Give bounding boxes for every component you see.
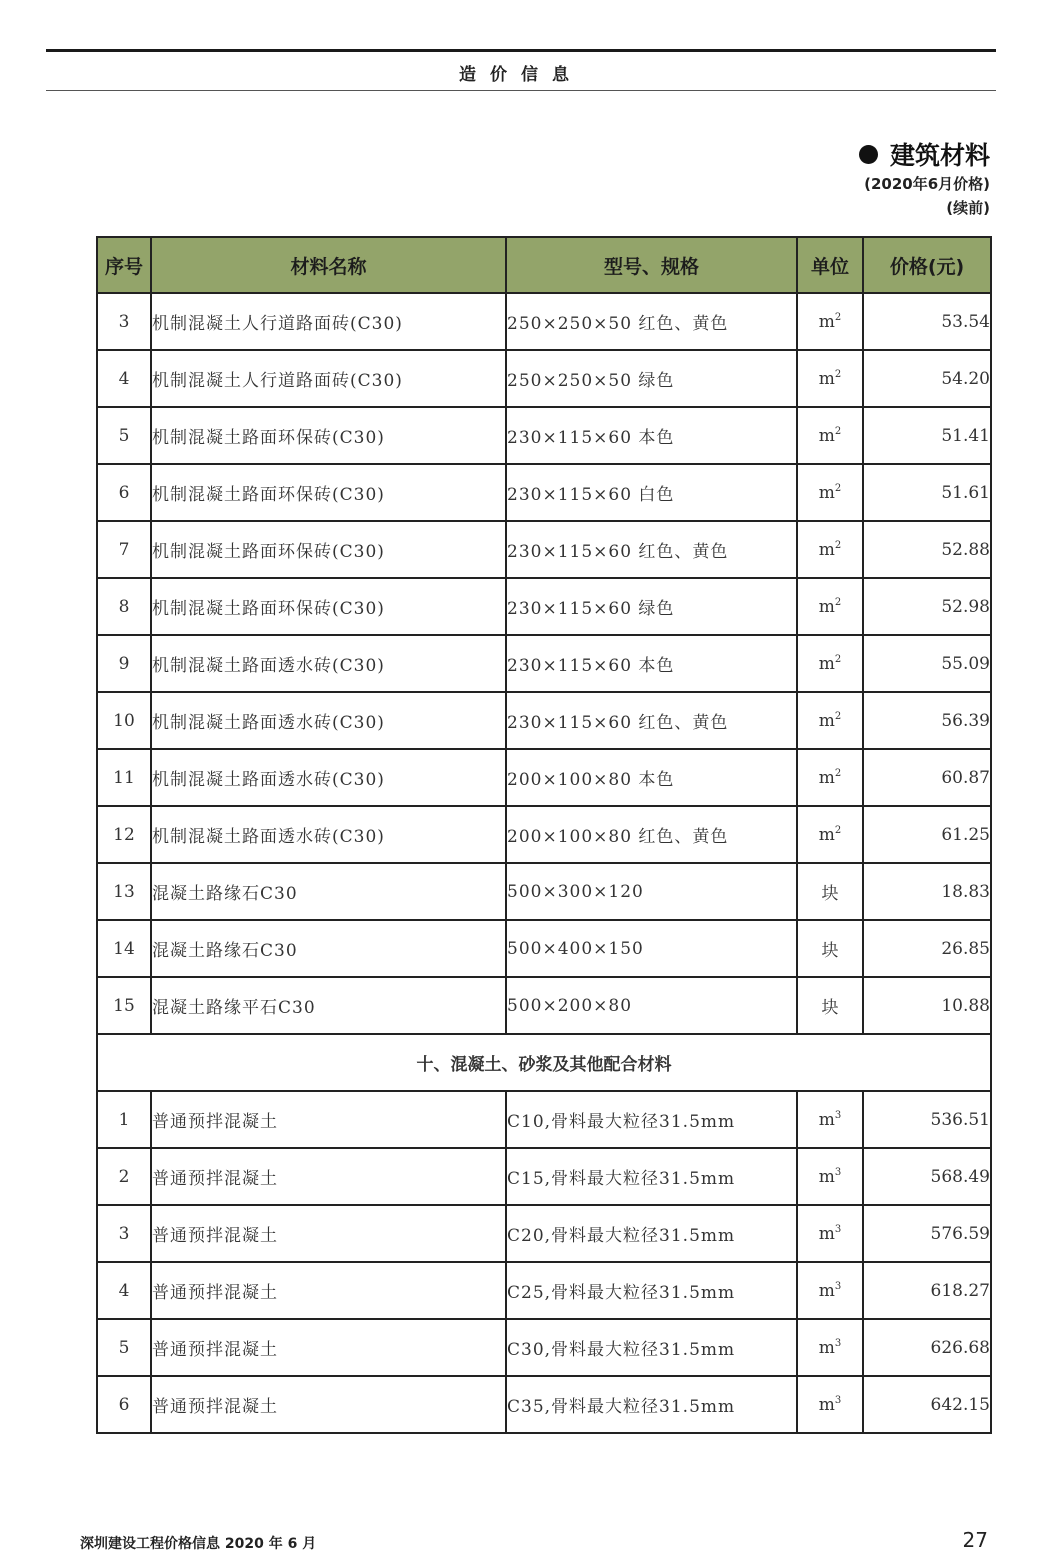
cell-unit	[797, 521, 863, 578]
unit-exponent: 2	[834, 425, 842, 437]
table-body	[97, 293, 991, 1433]
unit-text: m	[818, 1280, 835, 1301]
cell-price: 568.49	[863, 1148, 991, 1205]
running-header: 造价信息	[459, 65, 583, 85]
unit-text: m	[818, 767, 835, 788]
cell-material-name: 普通预拌混凝土	[151, 1319, 506, 1376]
cell-material-name: 机制混凝土路面透水砖(C30)	[151, 806, 506, 863]
cell-unit	[797, 1205, 863, 1262]
unit-exponent: 2	[834, 824, 842, 836]
cell-seq: 14	[97, 920, 151, 977]
unit-text: 块	[821, 884, 839, 904]
cell-seq: 13	[97, 863, 151, 920]
table-row	[97, 521, 991, 578]
cell-material-name: 混凝土路缘石C30	[151, 920, 506, 977]
table-row	[97, 464, 991, 521]
cell-unit	[797, 350, 863, 407]
section-title-text: 建筑材料	[889, 141, 990, 170]
cell-price: 642.15	[863, 1376, 991, 1433]
cell-spec: C20,骨料最大粒径31.5mm	[506, 1205, 797, 1262]
cell-unit	[797, 749, 863, 806]
table-row	[97, 350, 991, 407]
cell-seq: 15	[97, 977, 151, 1034]
cell-price: 576.59	[863, 1205, 991, 1262]
cell-material-name: 普通预拌混凝土	[151, 1091, 506, 1148]
cell-spec: 500×400×150	[506, 920, 797, 977]
cell-price: 60.87	[863, 749, 991, 806]
cell-seq: 12	[97, 806, 151, 863]
cell-unit	[797, 635, 863, 692]
cell-material-name: 混凝土路缘平石C30	[151, 977, 506, 1034]
header-unit: 单位	[797, 237, 863, 293]
cell-unit	[797, 1376, 863, 1433]
cell-price: 61.25	[863, 806, 991, 863]
table-row	[97, 977, 991, 1034]
cell-unit	[797, 692, 863, 749]
cell-seq: 4	[97, 350, 151, 407]
cell-seq: 6	[97, 464, 151, 521]
cell-price: 51.41	[863, 407, 991, 464]
cell-price: 56.39	[863, 692, 991, 749]
unit-text: m	[818, 1394, 835, 1415]
cell-seq: 7	[97, 521, 151, 578]
unit-text: m	[818, 824, 835, 845]
table-row	[97, 1148, 991, 1205]
cell-material-name: 机制混凝土路面环保砖(C30)	[151, 407, 506, 464]
section-heading: 十、混凝土、砂浆及其他配合材料	[97, 1034, 991, 1091]
table-header-row	[97, 237, 991, 293]
cell-material-name: 机制混凝土路面透水砖(C30)	[151, 749, 506, 806]
cell-material-name: 普通预拌混凝土	[151, 1262, 506, 1319]
unit-text: m	[818, 596, 835, 617]
cell-material-name: 机制混凝土路面环保砖(C30)	[151, 464, 506, 521]
cell-spec: 230×115×60 红色、黄色	[506, 521, 797, 578]
cell-material-name: 机制混凝土人行道路面砖(C30)	[151, 350, 506, 407]
cell-seq: 11	[97, 749, 151, 806]
cell-spec: 230×115×60 绿色	[506, 578, 797, 635]
cell-material-name: 机制混凝土路面环保砖(C30)	[151, 578, 506, 635]
cell-spec: 200×100×80 本色	[506, 749, 797, 806]
table-row	[97, 863, 991, 920]
unit-exponent: 2	[834, 653, 842, 665]
table-row	[97, 920, 991, 977]
cell-unit	[797, 1091, 863, 1148]
unit-exponent: 2	[834, 539, 842, 551]
section-heading-row	[97, 1034, 991, 1091]
cell-price: 26.85	[863, 920, 991, 977]
unit-exponent: 3	[834, 1109, 842, 1121]
cell-spec: 200×100×80 红色、黄色	[506, 806, 797, 863]
unit-text: m	[818, 1166, 835, 1187]
table-row	[97, 806, 991, 863]
cell-spec: 250×250×50 红色、黄色	[506, 293, 797, 350]
cell-material-name: 机制混凝土路面环保砖(C30)	[151, 521, 506, 578]
price-table	[96, 236, 992, 1434]
cell-price: 18.83	[863, 863, 991, 920]
cell-unit	[797, 1262, 863, 1319]
cell-spec: 500×300×120	[506, 863, 797, 920]
table-row	[97, 1205, 991, 1262]
cell-price: 54.20	[863, 350, 991, 407]
table-row	[97, 1319, 991, 1376]
cell-material-name: 机制混凝土路面透水砖(C30)	[151, 692, 506, 749]
header-seq: 序号	[97, 237, 151, 293]
header-price: 价格(元)	[863, 237, 991, 293]
cell-seq: 2	[97, 1148, 151, 1205]
price-period: (2020年6月价格)	[864, 175, 990, 193]
cell-unit	[797, 1319, 863, 1376]
cell-spec: 250×250×50 绿色	[506, 350, 797, 407]
page-number: 27	[962, 1528, 988, 1552]
cell-spec: 500×200×80	[506, 977, 797, 1034]
cell-unit	[797, 407, 863, 464]
unit-text: 块	[821, 998, 839, 1018]
unit-text: m	[818, 1223, 835, 1244]
unit-exponent: 3	[834, 1394, 842, 1406]
unit-exponent: 2	[834, 482, 842, 494]
table-row	[97, 1376, 991, 1433]
header-bottom-rule	[46, 90, 996, 91]
unit-exponent: 2	[834, 596, 842, 608]
table-row	[97, 749, 991, 806]
cell-unit	[797, 1148, 863, 1205]
unit-text: m	[818, 710, 835, 731]
cell-price: 52.88	[863, 521, 991, 578]
cell-seq: 5	[97, 1319, 151, 1376]
cell-seq: 1	[97, 1091, 151, 1148]
unit-text: m	[818, 539, 835, 560]
cell-price: 51.61	[863, 464, 991, 521]
unit-exponent: 2	[834, 710, 842, 722]
cell-spec: C10,骨料最大粒径31.5mm	[506, 1091, 797, 1148]
cell-seq: 4	[97, 1262, 151, 1319]
cell-unit	[797, 863, 863, 920]
unit-exponent: 2	[834, 368, 842, 380]
cell-unit	[797, 806, 863, 863]
unit-text: m	[818, 1337, 835, 1358]
unit-text: m	[818, 653, 835, 674]
cell-spec: C30,骨料最大粒径31.5mm	[506, 1319, 797, 1376]
cell-spec: 230×115×60 红色、黄色	[506, 692, 797, 749]
unit-text: m	[818, 1109, 835, 1130]
cell-material-name: 普通预拌混凝土	[151, 1205, 506, 1262]
header-name: 材料名称	[151, 237, 506, 293]
cell-material-name: 普通预拌混凝土	[151, 1148, 506, 1205]
cell-seq: 6	[97, 1376, 151, 1433]
header-spec: 型号、规格	[506, 237, 797, 293]
cell-seq: 9	[97, 635, 151, 692]
unit-exponent: 3	[834, 1280, 842, 1292]
unit-text: m	[818, 368, 835, 389]
unit-exponent: 3	[834, 1166, 842, 1178]
cell-material-name: 混凝土路缘石C30	[151, 863, 506, 920]
table-row	[97, 407, 991, 464]
cell-seq: 8	[97, 578, 151, 635]
continued-note: (续前)	[946, 199, 990, 217]
cell-unit	[797, 920, 863, 977]
unit-text: m	[818, 311, 835, 332]
table-row	[97, 1091, 991, 1148]
table-row	[97, 1262, 991, 1319]
cell-price: 536.51	[863, 1091, 991, 1148]
unit-text: m	[818, 482, 835, 503]
cell-price: 52.98	[863, 578, 991, 635]
cell-unit	[797, 464, 863, 521]
cell-material-name: 机制混凝土人行道路面砖(C30)	[151, 293, 506, 350]
unit-exponent: 2	[834, 311, 842, 323]
unit-text: m	[818, 425, 835, 446]
bullet-dot-icon	[859, 145, 878, 164]
table-row	[97, 692, 991, 749]
table-row	[97, 635, 991, 692]
cell-unit	[797, 293, 863, 350]
cell-spec: 230×115×60 白色	[506, 464, 797, 521]
cell-spec: 230×115×60 本色	[506, 635, 797, 692]
cell-seq: 5	[97, 407, 151, 464]
cell-material-name: 机制混凝土路面透水砖(C30)	[151, 635, 506, 692]
table-row	[97, 578, 991, 635]
footer-publication: 深圳建设工程价格信息 2020 年 6 月	[80, 1536, 317, 1552]
cell-price: 618.27	[863, 1262, 991, 1319]
cell-seq: 3	[97, 293, 151, 350]
table-row	[97, 293, 991, 350]
cell-unit	[797, 578, 863, 635]
section-title	[859, 136, 990, 172]
unit-text: 块	[821, 941, 839, 961]
cell-price: 626.68	[863, 1319, 991, 1376]
cell-price: 10.88	[863, 977, 991, 1034]
unit-exponent: 3	[834, 1223, 842, 1235]
cell-spec: 230×115×60 本色	[506, 407, 797, 464]
cell-spec: C25,骨料最大粒径31.5mm	[506, 1262, 797, 1319]
cell-seq: 10	[97, 692, 151, 749]
cell-spec: C35,骨料最大粒径31.5mm	[506, 1376, 797, 1433]
cell-spec: C15,骨料最大粒径31.5mm	[506, 1148, 797, 1205]
unit-exponent: 3	[834, 1337, 842, 1349]
cell-material-name: 普通预拌混凝土	[151, 1376, 506, 1433]
header-top-rule	[46, 49, 996, 52]
cell-unit	[797, 977, 863, 1034]
unit-exponent: 2	[834, 767, 842, 779]
cell-seq: 3	[97, 1205, 151, 1262]
cell-price: 55.09	[863, 635, 991, 692]
cell-price: 53.54	[863, 293, 991, 350]
